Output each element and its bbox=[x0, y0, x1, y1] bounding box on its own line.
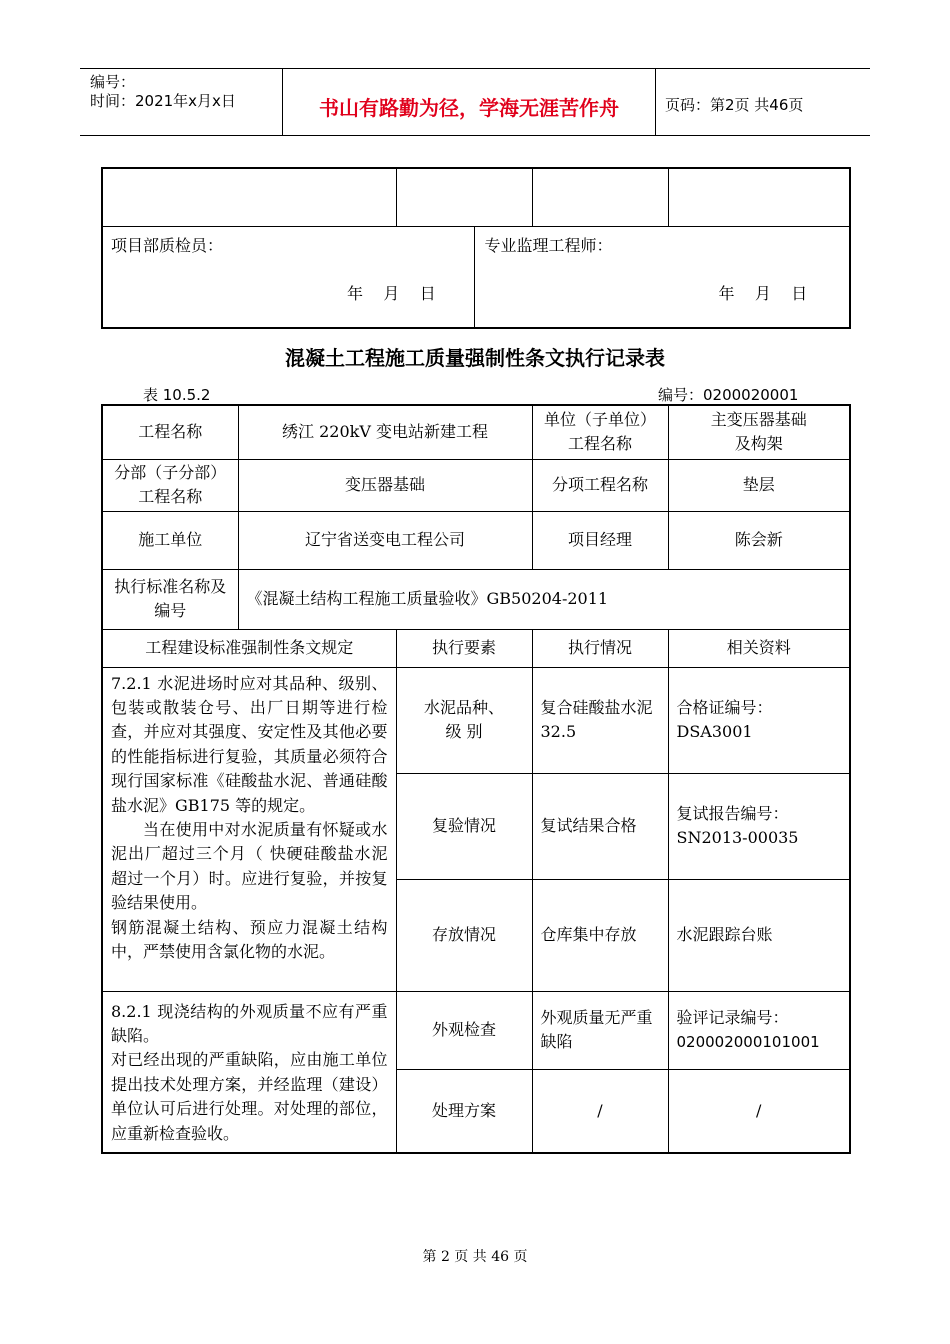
table-row bbox=[102, 405, 850, 459]
element-storage: 存放情况 bbox=[396, 879, 532, 991]
header-date: 时间：2021年x月x日 bbox=[90, 92, 236, 110]
contractor-value: 辽宁省送变电工程公司 bbox=[238, 511, 532, 569]
document-title: 混凝土工程施工质量强制性条文执行记录表 bbox=[285, 346, 665, 370]
status-appearance: 外观质量无严重 缺陷 bbox=[532, 991, 668, 1069]
table-row bbox=[102, 991, 850, 1069]
element-appearance: 外观检查 bbox=[396, 991, 532, 1069]
reference-treatment: / bbox=[668, 1069, 850, 1153]
element-retest: 复验情况 bbox=[396, 773, 532, 879]
clause-7-2-1: 7.2.1 水泥进场时应对其品种、级别、包装或散装仓号、出厂日期等进行检查，并应对其强度、安定性及其他必要的性能指标进行复验，其质量必须符合现行国家标准《硅酸盐水泥、普通硅酸盐水泥》GB175 等的规定。 当在使用中对水泥质量有怀疑或水泥出厂超过三个月（ 快硬硅酸盐水泥超过一个月）时。应进行复验，并按复验结果使用。 钢筋混凝土结构、预应力混凝土结构中，严禁使用含氯化物的水泥。 bbox=[102, 667, 396, 991]
division-label: 分部（子分部） 工程名称 bbox=[102, 459, 238, 511]
item-value: 垫层 bbox=[668, 459, 850, 511]
contractor-label: 施工单位 bbox=[102, 511, 238, 569]
inspector-signature-cell bbox=[102, 226, 474, 328]
standard-value: 《混凝土结构工程施工质量验收》GB50204-2011 bbox=[238, 569, 850, 629]
element-cement-grade: 水泥品种、 级 别 bbox=[396, 667, 532, 773]
table-row bbox=[102, 667, 850, 773]
page-footer: 第 2 页 共 46 页 bbox=[422, 1249, 528, 1265]
record-table bbox=[101, 404, 851, 1154]
header-top-rule bbox=[80, 68, 870, 69]
blank-cell bbox=[396, 168, 532, 226]
status-retest: 复试结果合格 bbox=[532, 773, 668, 879]
unit-label: 单位（子单位） 工程名称 bbox=[532, 405, 668, 459]
table-code: 表 10.5.2 bbox=[143, 386, 211, 404]
project-name-label: 工程名称 bbox=[102, 405, 238, 459]
table-row bbox=[102, 569, 850, 629]
supervisor-label: 专业监理工程师： bbox=[484, 235, 613, 255]
column-header-element: 执行要素 bbox=[396, 629, 532, 667]
column-header-status: 执行情况 bbox=[532, 629, 668, 667]
column-header-clause: 工程建设标准强制性条文规定 bbox=[102, 629, 396, 667]
clause-8-2-1: 8.2.1 现浇结构的外观质量不应有严重缺陷。 对已经出现的严重缺陷，应由施工单位提出技术处理方案，并经监理（建设）单位认可后进行处理。对处理的部位，应重新检查验收。 bbox=[102, 991, 396, 1153]
supervisor-date: 年 月 日 bbox=[718, 283, 808, 303]
document-serial: 编号：0200020001 bbox=[658, 386, 799, 404]
blank-cell bbox=[668, 168, 850, 226]
header-bottom-rule bbox=[80, 135, 870, 136]
supervisor-signature-cell bbox=[474, 226, 850, 328]
project-name-value: 绣江 220kV 变电站新建工程 bbox=[238, 405, 532, 459]
table-header-row bbox=[102, 629, 850, 667]
manager-value: 陈会新 bbox=[668, 511, 850, 569]
table-row bbox=[102, 459, 850, 511]
table-row bbox=[102, 511, 850, 569]
reference-retest-report: 复试报告编号： SN2013-00035 bbox=[668, 773, 850, 879]
standard-label: 执行标准名称及 编号 bbox=[102, 569, 238, 629]
status-cement-grade: 复合硅酸盐水泥 32.5 bbox=[532, 667, 668, 773]
column-header-reference: 相关资料 bbox=[668, 629, 850, 667]
reference-ledger: 水泥跟踪台账 bbox=[668, 879, 850, 991]
blank-cell bbox=[532, 168, 668, 226]
reference-certificate: 合格证编号： DSA3001 bbox=[668, 667, 850, 773]
status-storage: 仓库集中存放 bbox=[532, 879, 668, 991]
reference-evaluation: 验评记录编号： 020002000101001 bbox=[668, 991, 850, 1069]
header-number-label: 编号： bbox=[90, 73, 136, 91]
inspector-label: 项目部质检员： bbox=[111, 235, 224, 255]
unit-value: 主变压器基础 及构架 bbox=[668, 405, 850, 459]
item-label: 分项工程名称 bbox=[532, 459, 668, 511]
division-value: 变压器基础 bbox=[238, 459, 532, 511]
inspector-date: 年 月 日 bbox=[347, 283, 436, 303]
signature-table bbox=[101, 167, 851, 329]
blank-cell bbox=[102, 168, 396, 226]
header-page-info: 页码：第2页 共46页 bbox=[665, 96, 804, 114]
element-treatment: 处理方案 bbox=[396, 1069, 532, 1153]
header-motto: 书山有路勤为径，学海无涯苦作舟 bbox=[319, 96, 619, 120]
manager-label: 项目经理 bbox=[532, 511, 668, 569]
header-divider-right bbox=[655, 69, 656, 136]
status-treatment: / bbox=[532, 1069, 668, 1153]
